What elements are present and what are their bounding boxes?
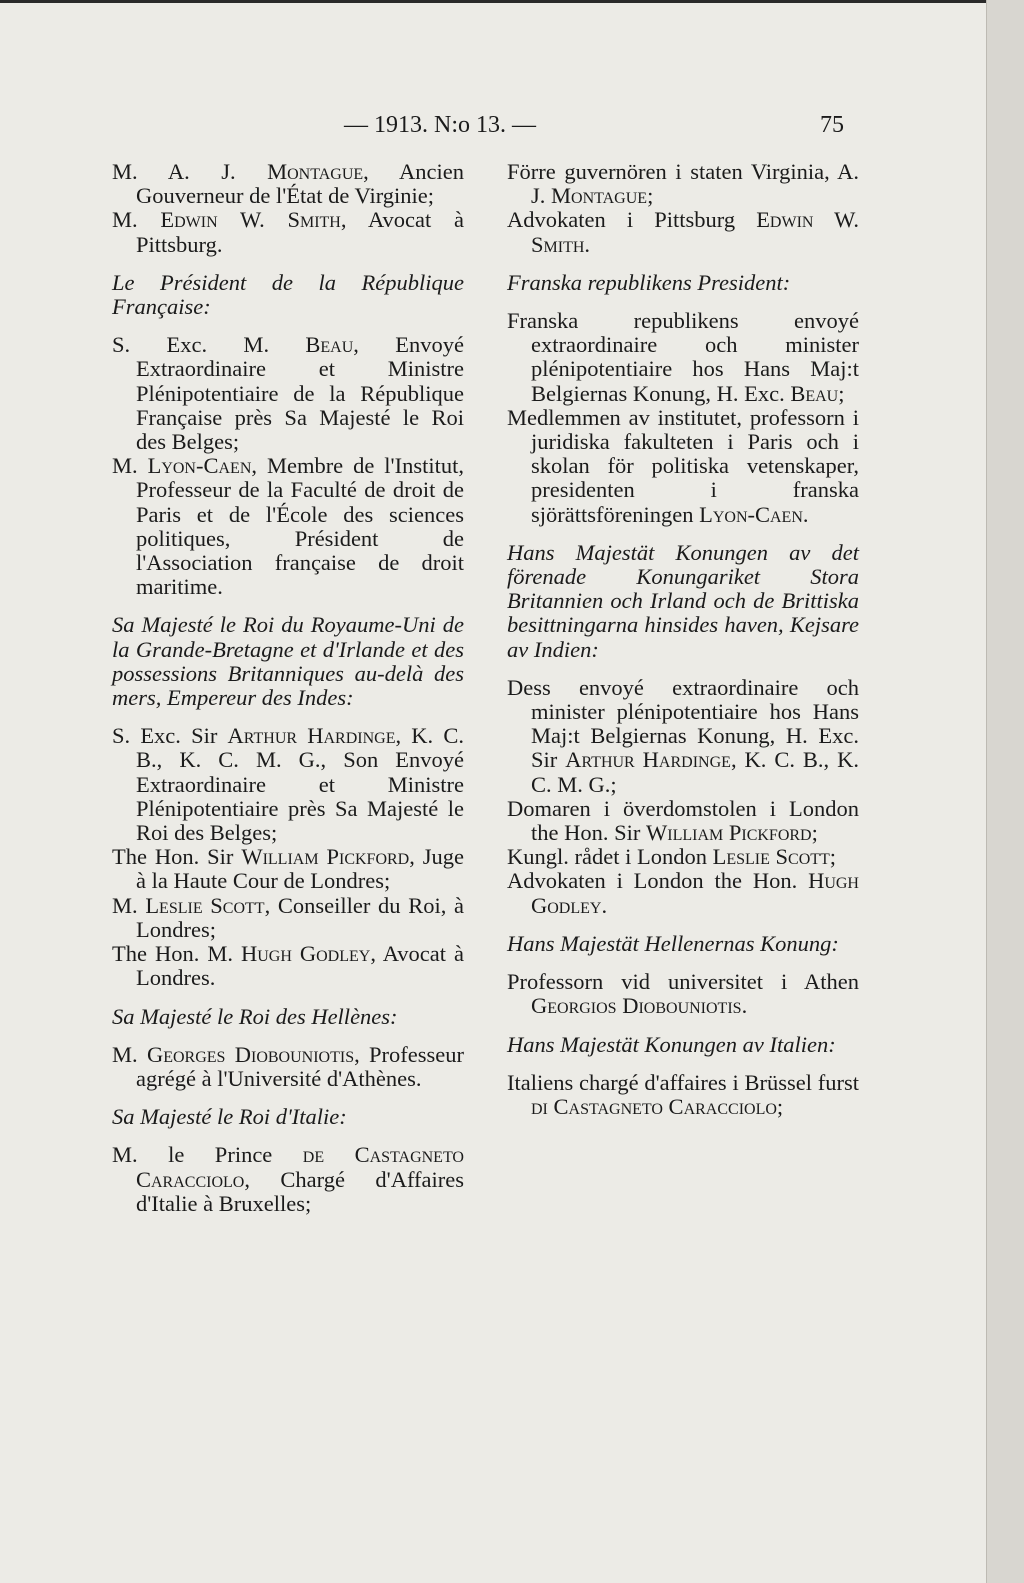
delegate-name: William Pickford <box>241 844 410 870</box>
delegate-entry <box>112 333 464 454</box>
delegate-entry <box>507 406 859 527</box>
section-spacer <box>112 710 464 724</box>
delegate-entry <box>507 797 859 845</box>
entry-text: M. le Prince <box>112 1142 303 1168</box>
entry-text: , Chargé d'Affaires d'Italie à Bruxelles; <box>136 1166 464 1216</box>
section-spacer <box>112 1029 464 1043</box>
entry-text: . <box>802 501 809 527</box>
delegate-entry <box>112 894 464 942</box>
section-heading: Hans Majestät Konungen av det förenade Konungariket Stora Britannien och Irland och de Brittiska besittningarna hinsides haven, Kejsare av Indien: <box>507 539 859 662</box>
delegate-name: Montague <box>267 159 364 184</box>
entry-text: , Membre de l'Institut, Professeur de la Faculté de droit de Paris et de l'École des sciences politiques, Président de l'Association française de droit maritime. <box>136 453 464 600</box>
delegate-name: Hugh Godley <box>240 941 371 967</box>
delegate-name: Lyon-Caen <box>699 501 803 527</box>
entry-text: S. Exc. Sir <box>112 723 228 749</box>
delegate-entry <box>507 208 859 256</box>
section-heading: Sa Majesté le Roi du Royaume-Uni de la Grande-Bretagne et d'Irlande et des possessions Britanniques au-delà des mers, Empereur des Indes: <box>112 612 464 711</box>
section-heading: Hans Majestät Konungen av Italien: <box>507 1031 836 1057</box>
running-header <box>0 112 1024 144</box>
entry-text: M. <box>112 453 148 479</box>
entry-text: Dess envoyé extraordinaire och minister plénipotentiaire hos Hans Maj:t Belgiernas Konung, H. Exc. Sir <box>507 674 859 773</box>
section-spacer <box>507 1019 859 1033</box>
section-spacer <box>507 662 859 676</box>
entry-text: Advokaten i Pittsburg <box>507 207 757 233</box>
entry-text: ; <box>647 183 654 209</box>
delegate-name: William Pickford <box>646 820 812 846</box>
delegate-name: Montague <box>551 183 648 209</box>
entry-text: Förre guvernören i staten Virginia, A. J. <box>507 159 859 209</box>
delegate-entry <box>507 1071 859 1119</box>
entry-text: ; <box>811 820 818 846</box>
entry-text: Domaren i överdomstolen i London the Hon. Sir <box>507 795 859 846</box>
section-spacer <box>112 1129 464 1143</box>
section-spacer <box>507 257 859 271</box>
entry-text: ; <box>838 380 845 406</box>
delegate-name: Edwin W. Smith <box>160 207 341 233</box>
entry-text: The Hon. M. <box>112 941 241 967</box>
section-spacer <box>112 991 464 1005</box>
entry-text: Italiens chargé d'affaires i Brüssel furst <box>507 1069 859 1095</box>
delegate-name: Lyon-Caen <box>147 453 252 479</box>
section-heading: Hans Majestät Hellenernas Konung: <box>507 930 839 956</box>
delegate-name: di Castagneto Caracciolo <box>531 1093 777 1119</box>
page-number: 75 <box>820 112 844 138</box>
entry-text: Franska republikens envoyé extraordinaire och minister plénipotentiaire hos Hans Maj:t Belgiernas Konung, H. Exc. <box>507 308 859 406</box>
section-spacer <box>507 527 859 541</box>
delegate-name: Edwin W. Smith <box>531 207 859 257</box>
entry-text: S. Exc. M. <box>112 332 306 358</box>
delegate-entry <box>507 970 859 1018</box>
delegate-entry <box>112 845 464 893</box>
delegate-entry <box>112 454 464 599</box>
delegate-name: Arthur Hardinge <box>227 723 396 749</box>
section-spacer <box>112 599 464 613</box>
section-spacer <box>112 319 464 333</box>
delegate-name: Georges Diobouniotis <box>146 1041 355 1067</box>
delegate-entry <box>112 942 464 990</box>
section-heading: Sa Majesté le Roi des Hellènes: <box>112 1003 398 1029</box>
section-heading: Le Président de la République Française: <box>112 269 464 320</box>
entry-text: , Conseiller du Roi, à Londres; <box>136 892 465 942</box>
section-spacer <box>112 1091 464 1105</box>
entry-text: , Envoyé Extraordinaire et Ministre Plénipotentiaire de la République Française près Sa Majesté le Roi des Belges; <box>136 332 464 455</box>
entry-text: . <box>601 892 608 918</box>
delegate-entry <box>507 869 859 917</box>
delegate-entry <box>507 845 859 869</box>
header-title: — 1913. N:o 13. — <box>344 112 536 138</box>
entry-text: . <box>741 993 748 1019</box>
entry-text: Advokaten i London the Hon. <box>507 868 809 894</box>
entry-text: , Juge à la Haute Cour de Londres; <box>136 844 464 894</box>
delegate-name: Arthur Hardinge <box>565 747 731 773</box>
delegate-entry <box>112 160 464 208</box>
entry-text: , Ancien Gouverneur de l'État de Virginie; <box>136 159 464 209</box>
section-spacer <box>507 1057 859 1071</box>
delegate-name: Leslie Scott <box>145 892 265 918</box>
entry-text: , K. C. B., K. C. M. G., Son Envoyé Extraordinaire et Ministre Plénipotentiaire près Sa Majesté le Roi des Belges; <box>136 723 464 846</box>
delegate-entry <box>112 208 464 256</box>
delegate-name: de Castagneto Caracciolo <box>136 1142 464 1192</box>
page-top-edge <box>0 0 988 3</box>
delegate-entry <box>112 1043 464 1091</box>
entry-text: M. <box>112 207 161 233</box>
delegate-name: Leslie Scott <box>712 844 830 870</box>
entry-text: Medlemmen av institutet, professorn i juridiska fakulteten i Paris och i skolan för politiska vetenskaper, presidenten i franska sjörättsföreningen <box>507 404 859 527</box>
entry-text: M. <box>112 892 146 918</box>
entry-text: , K. C. B., K. C. M. G.; <box>531 747 860 797</box>
delegate-name: Hugh Godley <box>531 868 859 918</box>
entry-text: The Hon. Sir <box>112 844 242 870</box>
delegate-entry <box>507 676 859 797</box>
entry-text: Kungl. rådet i London <box>507 844 713 870</box>
section-spacer <box>507 918 859 932</box>
entry-text: Professorn vid universitet i Athen <box>507 969 859 995</box>
delegate-entry <box>112 724 464 845</box>
delegate-entry <box>507 309 859 406</box>
delegate-entry <box>507 160 859 208</box>
page-right-margin <box>986 0 1024 1583</box>
section-heading: Sa Majesté le Roi d'Italie: <box>112 1104 347 1130</box>
entry-text: ; <box>829 844 837 870</box>
entry-text: . <box>584 231 591 257</box>
section-spacer <box>507 295 859 309</box>
entry-text: M. <box>112 1041 147 1067</box>
delegate-entry <box>112 1143 464 1216</box>
delegate-name: Beau <box>305 332 354 358</box>
french-text-column <box>112 160 464 1216</box>
entry-text: , Professeur agrégé à l'Université d'Athènes. <box>136 1041 465 1091</box>
entry-text: M. A. J. <box>112 159 268 184</box>
entry-text: ; <box>776 1093 784 1119</box>
section-heading: Franska republikens President: <box>507 269 791 295</box>
delegate-name: Beau <box>790 380 839 406</box>
section-spacer <box>507 956 859 970</box>
entry-text: , Avocat à Pittsburg. <box>136 207 464 257</box>
entry-text: , Avocat à Londres. <box>136 941 464 991</box>
swedish-text-column <box>507 160 859 1119</box>
delegate-name: Georgios Diobouniotis <box>531 993 742 1019</box>
section-spacer <box>112 257 464 271</box>
